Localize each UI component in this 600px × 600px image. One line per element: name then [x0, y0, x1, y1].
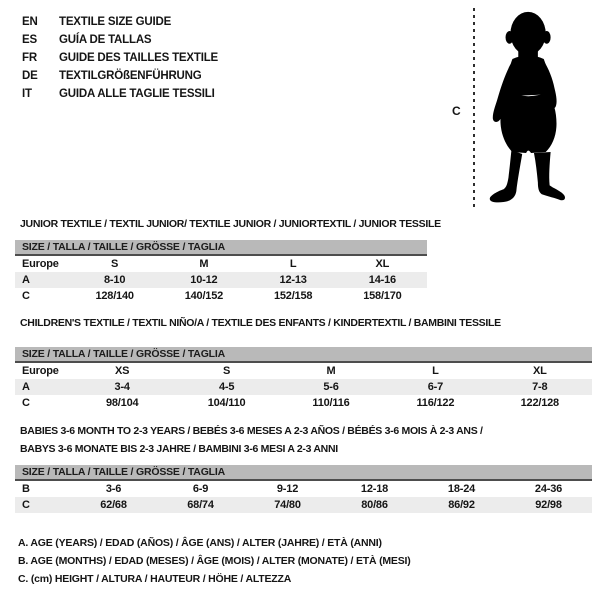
size-cell: 128/140	[95, 290, 134, 302]
language-code: EN	[22, 16, 38, 28]
size-cell: 12-13	[279, 274, 307, 286]
guide-title: TEXTILE SIZE GUIDE	[59, 16, 172, 28]
size-cell: 122/128	[520, 397, 559, 409]
size-cell: 10-12	[190, 274, 218, 286]
guide-title: GUIDA ALLE TAGLIE TESSILI	[59, 88, 215, 100]
table-row	[15, 288, 427, 304]
section-title-junior: JUNIOR TEXTILE / TEXTIL JUNIOR/ TEXTILE JUNIOR / JUNIORTEXTIL / JUNIOR TESSILE	[20, 218, 441, 230]
height-dotted-line	[473, 8, 475, 207]
language-code: IT	[22, 88, 32, 100]
table-row	[15, 272, 427, 288]
size-cell: S	[223, 365, 231, 377]
size-cell: 158/170	[363, 290, 402, 302]
language-row-de	[22, 67, 218, 85]
guide-title: TEXTILGRÖßENFÜHRUNG	[59, 70, 202, 82]
size-cell: 12-18	[360, 483, 389, 495]
row-label: C	[22, 499, 30, 511]
size-cell: 14-16	[368, 274, 396, 286]
size-cell: M	[326, 365, 336, 377]
language-row-fr	[22, 49, 218, 67]
size-cell: M	[199, 258, 209, 270]
size-cell: 152/158	[273, 290, 313, 302]
section-title-babies	[20, 422, 483, 458]
size-cell: S	[111, 258, 119, 270]
table-row	[15, 481, 592, 497]
size-cell: 116/122	[416, 397, 455, 409]
size-table-babies	[15, 465, 592, 513]
table-row	[15, 379, 592, 395]
legend-line-height: C. (cm) HEIGHT / ALTURA / HAUTEUR / HÖHE / ALTEZZA	[18, 573, 292, 585]
size-cell: 110/116	[312, 397, 350, 409]
size-cell: 80/86	[361, 499, 388, 511]
language-code: ES	[22, 34, 37, 46]
size-cell: L	[289, 258, 297, 270]
size-cell: 7-8	[532, 381, 548, 393]
size-cell: 5-6	[323, 381, 339, 393]
size-cell: 98/104	[105, 397, 139, 409]
row-label: A	[22, 274, 30, 286]
size-cell: 4-5	[218, 381, 235, 393]
size-cell: 24-36	[534, 483, 563, 495]
size-cell: XL	[532, 365, 547, 377]
size-cell: 18-24	[447, 483, 476, 495]
size-cell: 3-6	[105, 483, 122, 495]
section-title-babies-line2: BABYS 3-6 MONATE BIS 2-3 JAHRE / BAMBINI 3-6 MESI A 2-3 ANNI	[20, 443, 338, 455]
language-row-en	[22, 13, 218, 31]
section-title-babies-line1: BABIES 3-6 MONTH TO 2-3 YEARS / BEBÉS 3-6 MESES A 2-3 AÑOS / BÉBÉS 3-6 MOIS À 2-3 ANS /	[20, 425, 483, 437]
row-label: C	[22, 397, 30, 409]
language-row-it	[22, 85, 218, 103]
size-cell: 104/110	[207, 397, 246, 409]
legend-line-age-years: A. AGE (YEARS) / EDAD (AÑOS) / ÂGE (ANS) / ALTER (JAHRE) / ETÀ (ANNI)	[18, 537, 382, 549]
size-cell: L	[432, 365, 439, 377]
table-row	[15, 363, 592, 379]
language-row-es	[22, 31, 218, 49]
size-cell: XL	[375, 258, 390, 270]
size-cell: 9-12	[276, 483, 299, 495]
row-label: B	[22, 483, 30, 495]
legend-line-age-months: B. AGE (MONTHS) / EDAD (MESES) / ÂGE (MOIS) / ALTER (MONATE) / ETÀ (MESI)	[18, 555, 411, 567]
size-cell: 3-4	[114, 381, 130, 393]
guide-title: GUÍA DE TALLAS	[59, 34, 152, 46]
table-row	[15, 256, 427, 272]
size-header-bar: SIZE / TALLA / TAILLE / GRÖSSE / TAGLIA	[15, 347, 592, 363]
size-cell: 92/98	[535, 499, 562, 511]
row-label: C	[22, 290, 30, 302]
baby-silhouette-image	[483, 7, 581, 205]
size-cell: 74/80	[274, 499, 301, 511]
size-cell: 62/68	[100, 499, 127, 511]
size-cell: 68/74	[187, 499, 214, 511]
language-code: DE	[22, 70, 38, 82]
size-cell: XS	[115, 365, 130, 377]
size-table-junior	[15, 240, 427, 304]
language-title-list	[22, 13, 218, 103]
size-cell: 86/92	[448, 499, 475, 511]
table-row	[15, 395, 592, 411]
size-cell: 140/152	[184, 290, 224, 302]
row-label: A	[22, 381, 30, 393]
row-label: Europe	[22, 258, 59, 270]
row-label: Europe	[22, 365, 59, 377]
language-code: FR	[22, 52, 37, 64]
size-table-children	[15, 347, 592, 411]
table-row	[15, 497, 592, 513]
size-cell: 6-7	[427, 381, 444, 393]
legend	[18, 534, 411, 588]
size-cell: 6-9	[192, 483, 209, 495]
size-header-bar: SIZE / TALLA / TAILLE / GRÖSSE / TAGLIA	[15, 240, 427, 256]
size-header-bar: SIZE / TALLA / TAILLE / GRÖSSE / TAGLIA	[15, 465, 592, 481]
height-measure-label: C	[452, 104, 461, 118]
section-title-children: CHILDREN'S TEXTILE / TEXTIL NIÑO/A / TEXTILE DES ENFANTS / KINDERTEXTIL / BAMBINI TESSILE	[20, 317, 501, 329]
guide-title: GUIDE DES TAILLES TEXTILE	[59, 52, 218, 64]
size-cell: 8-10	[104, 274, 126, 286]
